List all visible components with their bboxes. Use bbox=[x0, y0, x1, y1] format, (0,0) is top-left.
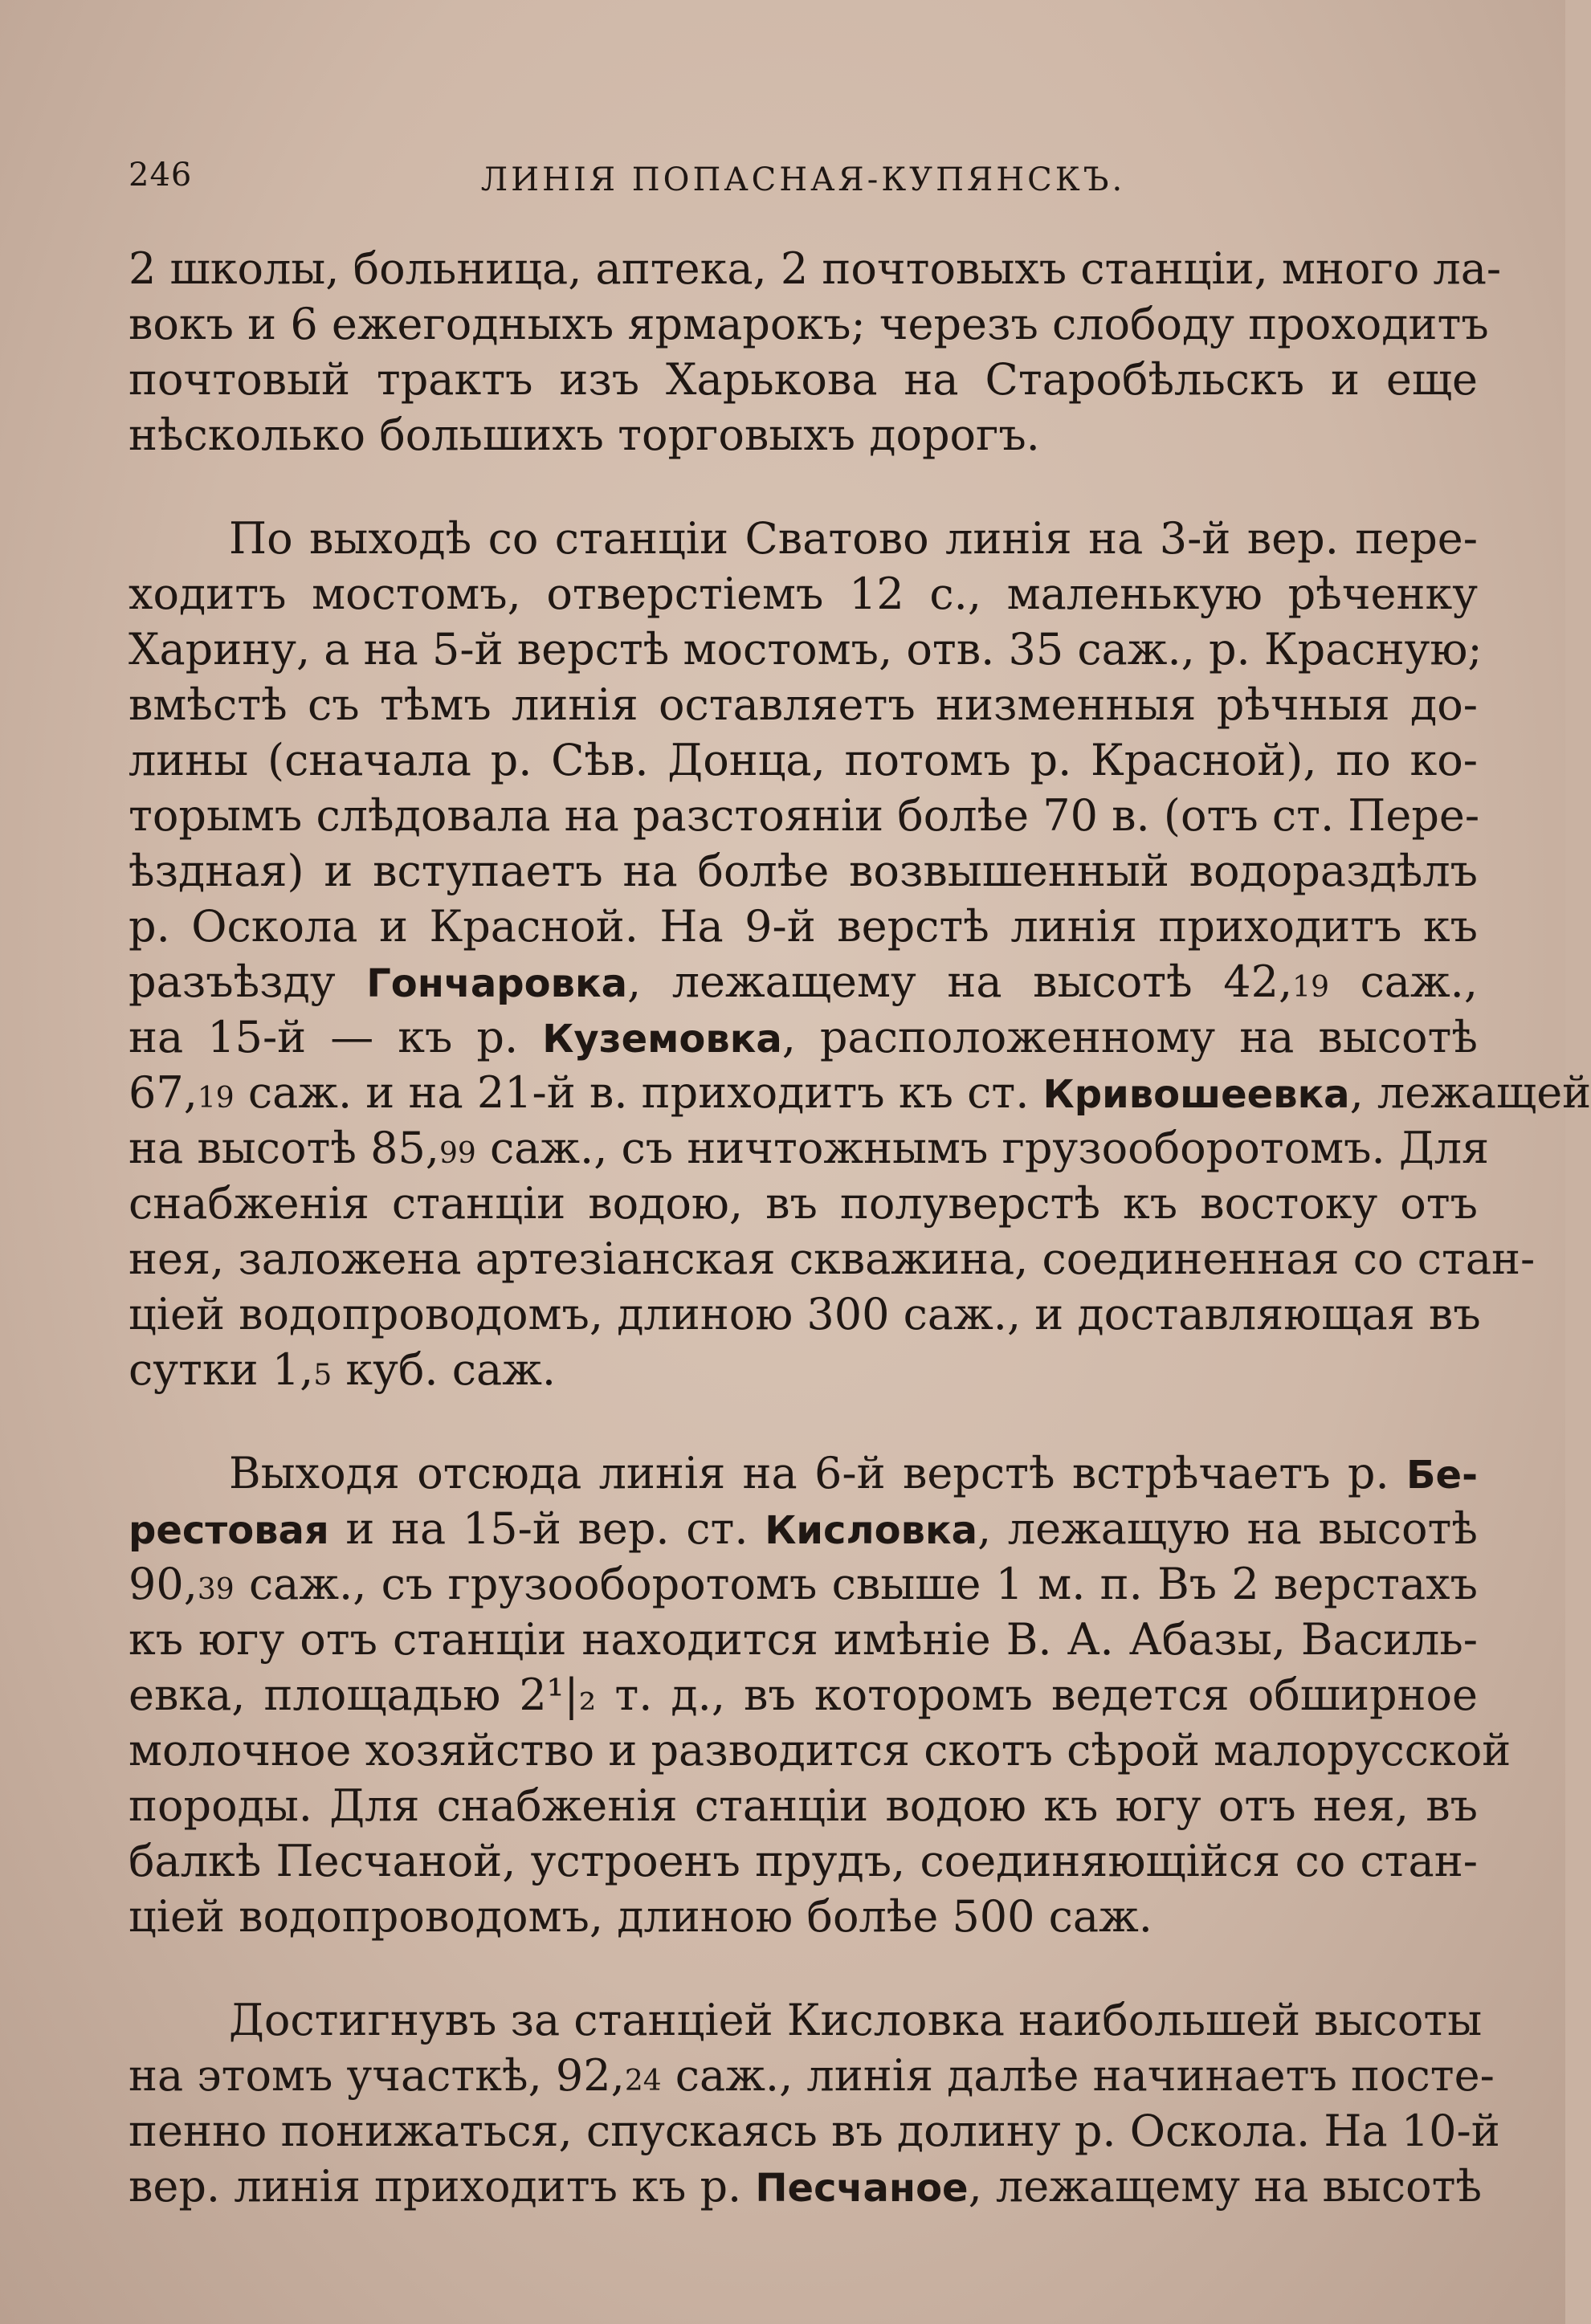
text-line: рестовая и на 15-й вер. ст. Кисловка, лежащую на высотѣ bbox=[129, 1503, 1478, 1554]
place-name: Бе- bbox=[1405, 1453, 1478, 1498]
place-name: Куземовка bbox=[542, 1017, 782, 1062]
text-line: нѣсколько большихъ торговыхъ дорогъ. bbox=[129, 410, 1040, 460]
paragraph bbox=[129, 511, 1591, 1397]
paragraph bbox=[129, 1445, 1511, 1944]
place-name: Гончаровка bbox=[366, 961, 627, 1006]
text-line: Харину, а на 5-й верстѣ мостомъ, отв. 35 саж., р. Красную; bbox=[129, 624, 1483, 675]
text-line: р. Оскола и Красной. На 9-й верстѣ линія приходитъ къ bbox=[129, 901, 1478, 952]
page-header bbox=[129, 157, 1478, 205]
text-line: евка, площадью 2¹|₂ т. д., въ которомъ ведется обширное bbox=[129, 1670, 1478, 1720]
text-line: нея, заложена артезіанская скважина, соединенная со стан- bbox=[129, 1233, 1536, 1284]
text-line: балкѣ Песчаной, устроенъ прудъ, соединяющійся со стан- bbox=[129, 1836, 1478, 1886]
place-name: Кривошеевка bbox=[1042, 1072, 1350, 1117]
text-line: вокъ и 6 ежегодныхъ ярмарокъ; черезъ слободу проходитъ bbox=[129, 299, 1489, 349]
text-line: на 15-й — къ р. Куземовка, расположенному на высотѣ bbox=[129, 1012, 1478, 1062]
text-line: 2 школы, больница, аптека, 2 почтовыхъ станціи, много ла- bbox=[129, 243, 1502, 294]
text-line: 90,39 саж., съ грузооборотомъ свыше 1 м. п. Въ 2 верстахъ bbox=[129, 1559, 1478, 1609]
running-title: ЛИНІЯ ПОПАСНАЯ-КУПЯНСКЪ. bbox=[480, 161, 1126, 198]
text-line: Выходя отсюда линія на 6-й верстѣ встрѣчаетъ р. Бе- bbox=[229, 1448, 1478, 1498]
text-line: По выходѣ со станціи Сватово линія на 3-й вер. пере- bbox=[229, 513, 1478, 564]
decimal-figure: 99 bbox=[439, 1137, 476, 1170]
page-body bbox=[129, 241, 1591, 2214]
text-line: снабженія станціи водою, въ полуверстѣ къ востоку отъ bbox=[129, 1178, 1478, 1229]
decimal-figure: 39 bbox=[197, 1573, 235, 1606]
decimal-figure: 24 bbox=[624, 2065, 662, 2098]
paragraph-gap bbox=[129, 1944, 1478, 1992]
text-line: пенно понижаться, спускаясь въ долину р. Оскола. На 10-й bbox=[129, 2106, 1500, 2156]
text-line: Достигнувъ за станціей Кисловка наибольшей высоты bbox=[229, 1995, 1483, 2045]
text-line: ходитъ мостомъ, отверстіемъ 12 с., маленькую рѣченку bbox=[129, 569, 1478, 619]
place-name: Песчаное bbox=[755, 2166, 969, 2211]
text-line: вмѣстѣ съ тѣмъ линія оставляетъ низменныя рѣчныя до- bbox=[129, 679, 1478, 730]
text-line: почтовый трактъ изъ Харькова на Старобѣльскъ и еще bbox=[129, 354, 1478, 405]
paragraph bbox=[129, 1992, 1500, 2214]
text-line: ѣздная) и вступаетъ на болѣе возвышенный водораздѣлъ bbox=[129, 846, 1478, 896]
text-line: на высотѣ 85,99 саж., съ ничтожнымъ грузооборотомъ. Для bbox=[129, 1123, 1490, 1173]
text-line: на этомъ участкѣ, 92,24 саж., линія далѣе начинаетъ посте- bbox=[129, 2050, 1495, 2101]
text-line: ціей водопроводомъ, длиною болѣе 500 саж. bbox=[129, 1891, 1152, 1942]
text-line: ціей водопроводомъ, длиною 300 саж., и доставляющая въ bbox=[129, 1289, 1481, 1339]
place-name: Кисловка bbox=[765, 1508, 977, 1553]
text-line: 67,19 саж. и на 21-й в. приходитъ къ ст. Кривошеевка, лежащей bbox=[129, 1067, 1591, 1118]
text-line: къ югу отъ станціи находится имѣніе В. А. Абазы, Василь- bbox=[129, 1614, 1478, 1665]
text-line: торымъ слѣдовала на разстояніи болѣе 70 в. (отъ ст. Пере- bbox=[129, 790, 1480, 841]
text-line: молочное хозяйство и разводится скотъ сѣрой малорусской bbox=[129, 1725, 1511, 1776]
text-line: сутки 1,5 куб. саж. bbox=[129, 1344, 557, 1395]
paragraph bbox=[129, 241, 1502, 463]
decimal-figure: 19 bbox=[197, 1082, 235, 1115]
text-line: разъѣзду Гончаровка, лежащему на высотѣ 42,19 саж., bbox=[129, 956, 1479, 1007]
paragraph-gap bbox=[129, 463, 1478, 511]
page-number: 246 bbox=[129, 157, 193, 194]
place-name: рестовая bbox=[129, 1508, 329, 1553]
text-line: вер. линія приходитъ къ р. Песчаное, лежащему на высотѣ bbox=[129, 2161, 1483, 2212]
text-line: породы. Для снабженія станціи водою къ югу отъ нея, въ bbox=[129, 1780, 1478, 1831]
text-line: лины (сначала р. Сѣв. Донца, потомъ р. Красной), по ко- bbox=[129, 735, 1478, 785]
paragraph-gap bbox=[129, 1397, 1478, 1445]
decimal-figure: 5 bbox=[313, 1359, 332, 1392]
decimal-figure: 19 bbox=[1292, 971, 1329, 1004]
